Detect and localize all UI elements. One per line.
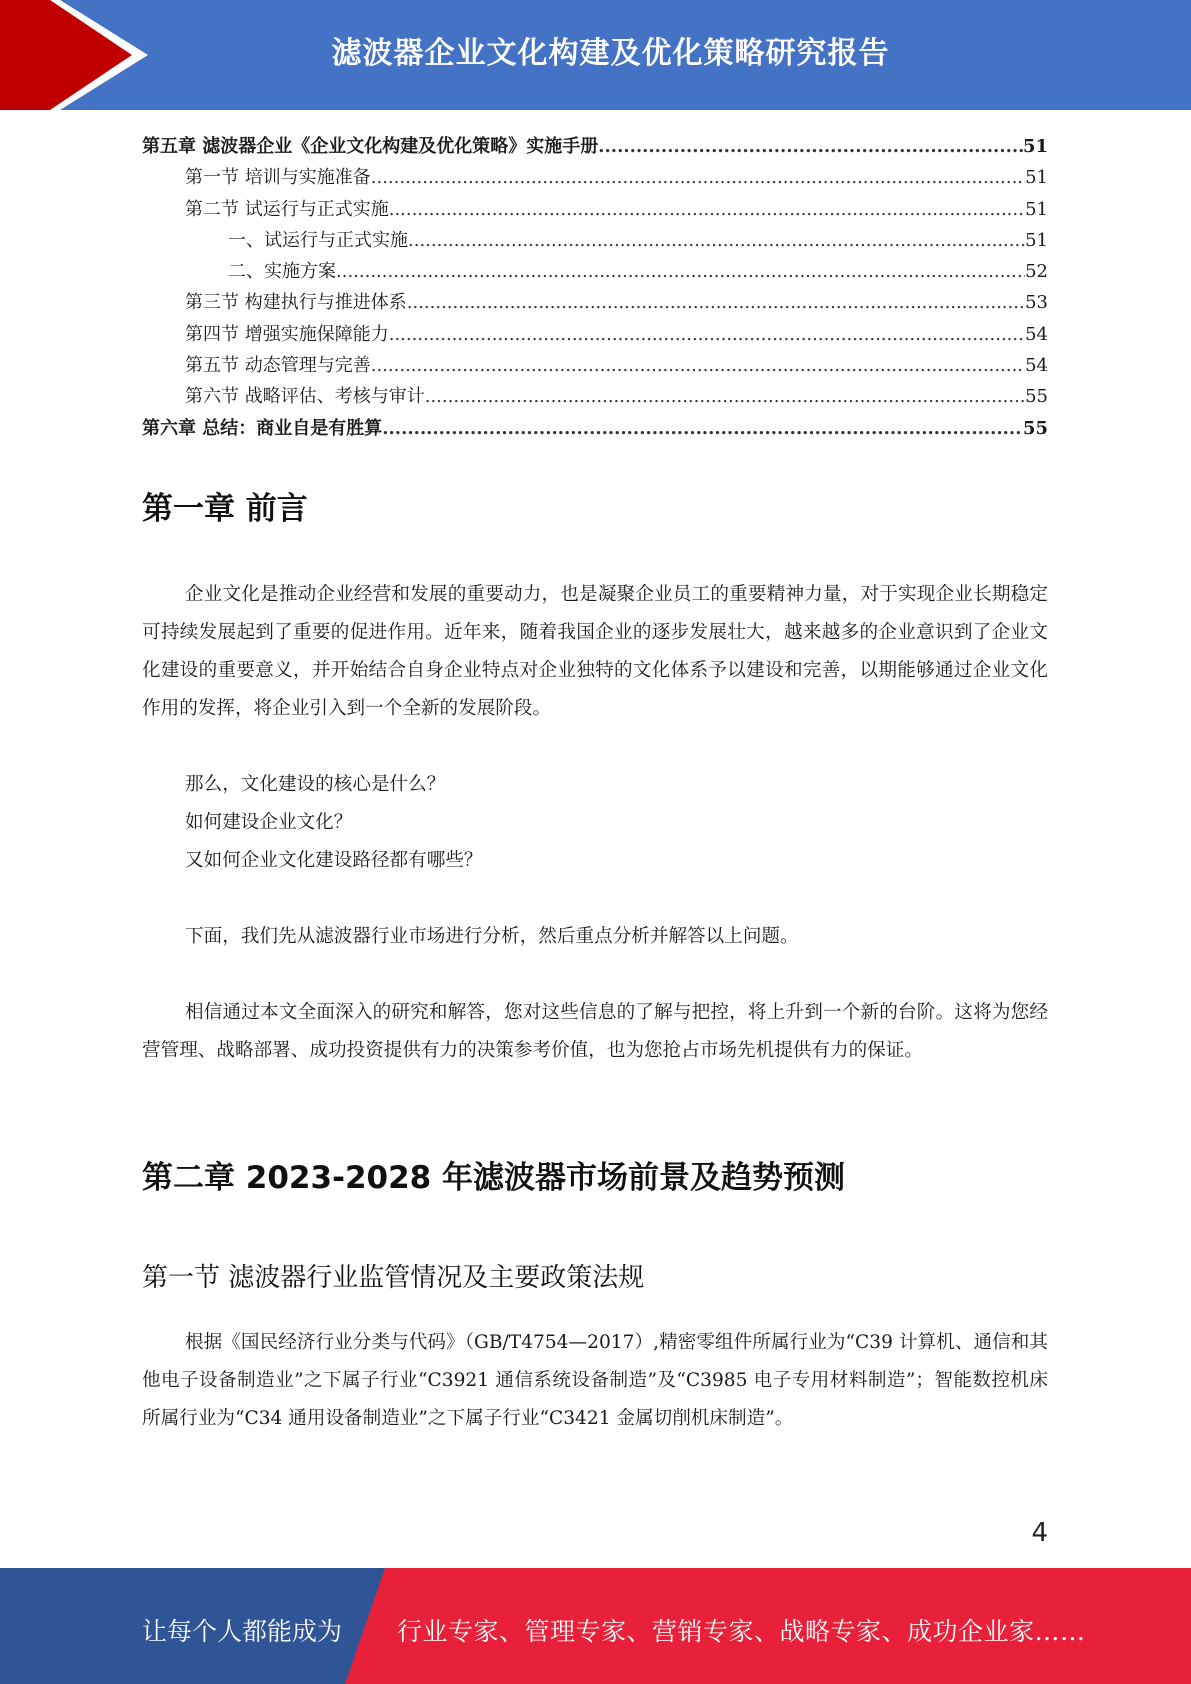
toc-entry[interactable]: [142, 256, 1048, 287]
toc-entry[interactable]: [142, 287, 1048, 318]
toc-entry-label: 第六节 战略评估、考核与审计: [185, 386, 425, 408]
toc-entry-label: 第五章 滤波器企业《企业文化构建及优化策略》实施手册: [142, 136, 599, 157]
question-3: 又如何企业文化建设路径都有哪些？: [185, 850, 483, 871]
footer-slogan-right: 行业专家、管理专家、营销专家、战略专家、成功企业家……: [397, 1617, 1086, 1646]
toc-entry-page: 55: [1025, 386, 1048, 408]
page-header: [0, 0, 1191, 110]
toc-dot-leader: [408, 225, 1025, 256]
footer-slogan-left: 让每个人都能成为: [142, 1617, 343, 1646]
toc-dot-leader: [382, 413, 1023, 444]
toc-dot-leader: [389, 319, 1025, 350]
chapter-1-paragraph-3: 相信通过本文全面深入的研究和解答，您对这些信息的了解与把控，将上升到一个新的台阶。这将为您经营管理、战略部署、成功投资提供有力的决策参考价值，也为您抢占市场先机提供有力的保证。: [142, 1002, 1048, 1061]
toc-entry-page: 52: [1025, 261, 1048, 283]
toc-entry-page: 51: [1022, 136, 1048, 157]
toc-entry-label: 第一节 培训与实施准备: [185, 167, 371, 189]
report-title: 滤波器企业文化构建及优化策略研究报告: [331, 36, 890, 71]
toc-entry-page: 51: [1025, 198, 1048, 220]
section-1-title: 第一节 滤波器行业监管情况及主要政策法规: [142, 1263, 645, 1293]
toc-dot-leader: [425, 381, 1025, 412]
toc-entry-page: 55: [1022, 417, 1048, 439]
toc-entry[interactable]: [142, 131, 1048, 162]
toc-dot-leader: [598, 131, 1023, 162]
question-1: 那么，文化建设的核心是什么？: [185, 774, 446, 795]
toc-entry-label: 第三节 构建执行与推进体系: [185, 292, 407, 314]
chapter-1-paragraph-2: 下面，我们先从滤波器行业市场进行分析，然后重点分析并解答以上问题。: [185, 926, 799, 947]
toc-dot-leader: [371, 162, 1025, 193]
toc-dot-leader: [389, 194, 1025, 225]
toc-entry-label: 第五节 动态管理与完善: [185, 355, 371, 377]
toc-entry-page: 51: [1025, 229, 1048, 251]
toc-entry-label: 第二节 试运行与正式实施: [185, 198, 389, 220]
question-2: 如何建设企业文化？: [185, 812, 353, 833]
toc-entry-label: 第六章 总结：商业自是有胜算: [142, 417, 383, 439]
toc-entry-page: 51: [1025, 167, 1048, 189]
toc-entry[interactable]: [142, 194, 1048, 225]
chapter-1-paragraph-1: 企业文化是推动企业经营和发展的重要动力，也是凝聚企业员工的重要精神力量，对于实现企业长期稳定可持续发展起到了重要的促进作用。近年来，随着我国企业的逐步发展壮大，越来越多的企业意识到了企业文化建设的重要意义，并开始结合自身企业特点对企业独特的文化体系予以建设和完善，以期能够通过企业文化作用的发挥，将企业引入到一个全新的发展阶段。: [142, 584, 1048, 719]
toc-entry-page: 54: [1025, 323, 1048, 345]
toc-dot-leader: [371, 350, 1025, 381]
toc-entry[interactable]: [142, 413, 1048, 444]
toc-entry-label: 第四节 增强实施保障能力: [185, 323, 389, 345]
toc-entry[interactable]: [142, 225, 1048, 256]
page-footer: [0, 1568, 1191, 1684]
table-of-contents: [142, 131, 1048, 444]
toc-entry-label: 一、试运行与正式实施: [228, 229, 408, 251]
toc-entry-page: 54: [1025, 355, 1048, 377]
chapter-2-paragraph-1: 根据《国民经济行业分类与代码》（GB/T4754—2017）,精密零组件所属行业为“C39 计算机、通信和其他电子设备制造业”之下属子行业“C3921 通信系统设备制造”及“C3985 电子专用材料制造”；智能数控机床所属行业为“C34 通用设备制造业”之下属子行业“C3421 金属切削机床制造”。: [142, 1332, 1048, 1429]
toc-entry[interactable]: [142, 350, 1048, 381]
toc-entry[interactable]: [142, 381, 1048, 412]
toc-entry[interactable]: [142, 162, 1048, 193]
toc-entry-page: 53: [1025, 292, 1048, 314]
chapter-1-title: 第一章 前言: [142, 491, 308, 527]
toc-entry-label: 二、实施方案: [228, 261, 336, 283]
toc-dot-leader: [407, 287, 1025, 318]
chapter-2-title: 第二章 2023-2028 年滤波器市场前景及趋势预测: [142, 1160, 846, 1196]
toc-dot-leader: [336, 256, 1025, 287]
toc-entry[interactable]: [142, 319, 1048, 350]
page-number: 4: [1031, 1518, 1048, 1548]
